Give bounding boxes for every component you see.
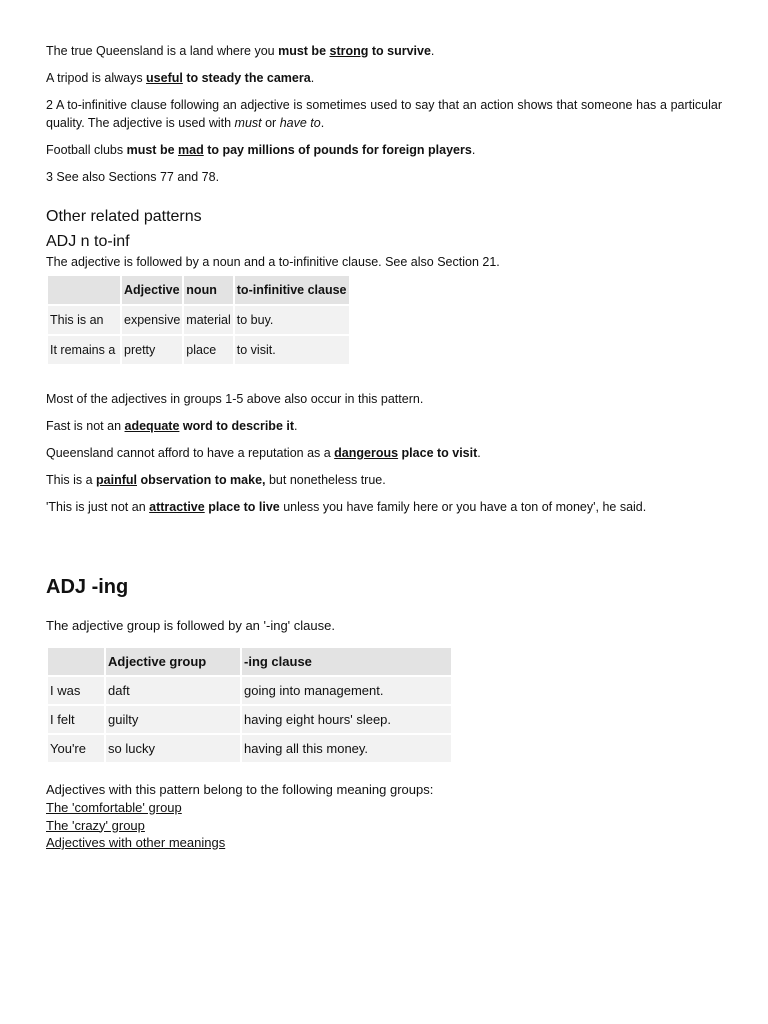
text: . [310, 71, 315, 85]
keyword-adjective: adequate [124, 419, 180, 433]
bold-text: observation to make, [136, 473, 266, 487]
text: . [430, 44, 435, 58]
keyword-adjective: strong [329, 44, 369, 58]
bold-text: place to visit [398, 446, 478, 460]
bold-text: to steady the camera [182, 71, 311, 85]
bold-text: word to describe it [179, 419, 295, 433]
link-comfortable-group[interactable]: The 'comfortable' group [46, 800, 182, 815]
text: Queensland cannot afford to have a reputation as a [46, 446, 335, 460]
table-row [48, 336, 349, 364]
document-page [46, 42, 722, 852]
text: or [261, 116, 280, 130]
table-row [48, 706, 451, 733]
italic-text: have to [279, 116, 321, 130]
pattern-description: The adjective is followed by a noun and a to-infinitive clause. See also Section 21. [46, 255, 500, 269]
example-sentence [46, 498, 722, 516]
text: 2 A to-infinitive clause following an adjective is sometimes used to say that an action shows that someone has a particular quality. The adjective is used with [46, 98, 722, 130]
note-paragraph: 3 See also Sections 77 and 78. [46, 170, 220, 184]
table-cell: having eight hours' sleep. [242, 706, 451, 733]
table-header-row [48, 276, 349, 304]
table-header-cell: -ing clause [242, 648, 451, 675]
table-header-cell [48, 276, 120, 304]
bold-text: must be [126, 143, 179, 157]
table-cell: This is an [48, 306, 120, 334]
text: This is a [46, 473, 97, 487]
pattern-table [46, 646, 453, 764]
table-row [48, 306, 349, 334]
bold-text: must be [278, 44, 330, 58]
bold-text: to pay millions of pounds for foreign players [203, 143, 472, 157]
text: unless you have family here or you have a ton of money', he said. [279, 500, 647, 514]
table-cell: material [184, 306, 232, 334]
table-header-cell [48, 648, 104, 675]
table-cell: to visit. [235, 336, 349, 364]
keyword-adjective: painful [96, 473, 137, 487]
table-cell: It remains a [48, 336, 120, 364]
keyword-adjective: useful [146, 71, 183, 85]
link-other-meanings[interactable]: Adjectives with other meanings [46, 835, 226, 850]
example-sentence [46, 444, 722, 462]
bold-text: to survive [368, 44, 431, 58]
keyword-adjective: mad [178, 143, 204, 157]
bold-text: place to live [204, 500, 280, 514]
text: Football clubs [46, 143, 127, 157]
table-cell: daft [106, 677, 240, 704]
table-cell: to buy. [235, 306, 349, 334]
text: A tripod is always [46, 71, 147, 85]
text: . [294, 419, 298, 433]
keyword-adjective: attractive [149, 500, 205, 514]
text: The true Queensland is a land where you [46, 44, 279, 58]
text: Fast is not an [46, 419, 125, 433]
table-header-cell: to-infinitive clause [235, 276, 349, 304]
example-sentence [46, 417, 722, 435]
section-heading: ADJ -ing [46, 576, 129, 598]
pattern-table [46, 274, 351, 366]
italic-text: must [234, 116, 262, 130]
table-cell: expensive [122, 306, 182, 334]
text: 'This is just not an [46, 500, 150, 514]
table-cell: guilty [106, 706, 240, 733]
pattern-description: The adjective group is followed by an '-ing' clause. [46, 618, 335, 633]
table-header-cell: Adjective [122, 276, 182, 304]
table-cell: I was [48, 677, 104, 704]
table-cell: having all this money. [242, 735, 451, 762]
table-row [48, 677, 451, 704]
text: . [471, 143, 476, 157]
text: but nonetheless true. [265, 473, 386, 487]
link-crazy-group[interactable]: The 'crazy' group [46, 817, 145, 833]
table-cell: place [184, 336, 232, 364]
note-paragraph [46, 96, 722, 132]
table-cell: going into management. [242, 677, 451, 704]
example-sentence [46, 42, 722, 60]
table-cell: I felt [48, 706, 104, 733]
example-sentence [46, 471, 722, 489]
text: . [320, 116, 325, 130]
table-header-cell: Adjective group [106, 648, 240, 675]
table-cell: You're [48, 735, 104, 762]
table-cell: pretty [122, 336, 182, 364]
example-sentence [46, 69, 722, 87]
section-heading: Other related patterns [46, 208, 202, 225]
meaning-groups-intro: Adjectives with this pattern belong to the following meaning groups: [46, 782, 434, 797]
table-row [48, 735, 451, 762]
keyword-adjective: dangerous [334, 446, 399, 460]
text: . [477, 446, 481, 460]
table-header-cell: noun [184, 276, 232, 304]
pattern-heading: ADJ n to-inf [46, 233, 130, 250]
example-sentence [46, 141, 722, 159]
table-cell: so lucky [106, 735, 240, 762]
table-header-row [48, 648, 451, 675]
note-paragraph: Most of the adjectives in groups 1-5 above also occur in this pattern. [46, 392, 424, 406]
